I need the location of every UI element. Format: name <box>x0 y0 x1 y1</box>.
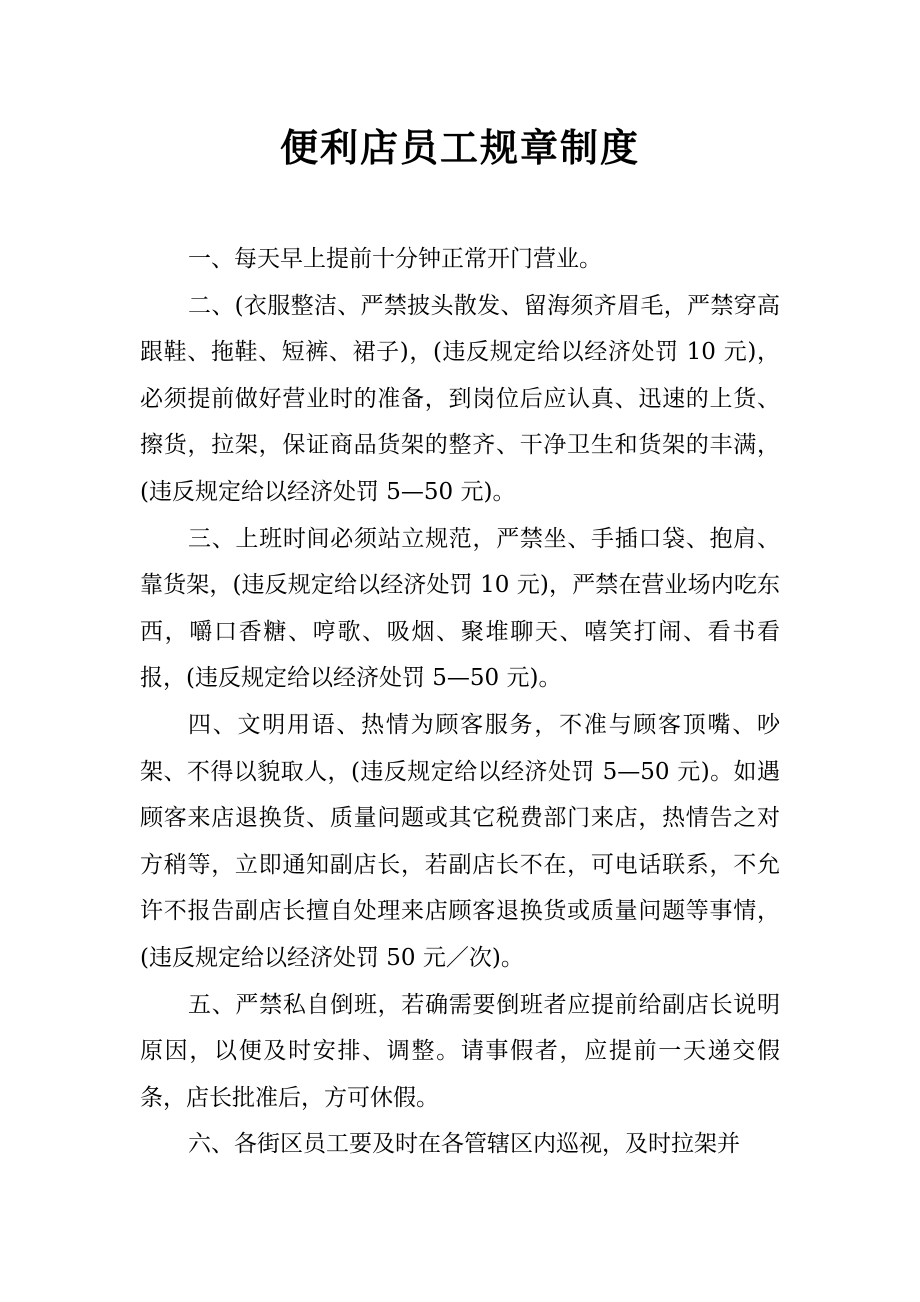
rule-paragraph-6: 六、各街区员工要及时在各管辖区内巡视，及时拉架并 <box>188 1131 740 1158</box>
rule-paragraph-4: 四、文明用语、热情为顾客服务，不准与顾客顶嘴、吵架、不得以貌取人，(违反规定给以经济处罚 5—50 元)。如遇顾客来店退换货、质量问题或其它税费部门来店，热情告之对方稍等，立即通知副店长，若副店长不在，可电话联系，不允许不报告副店长擅自处理来店顾客退换货或质量问题等事情，(违反规定给以经济处罚 50 元／次)。 <box>140 711 780 971</box>
rule-paragraph-1: 一、每天早上提前十分钟正常开门营业。 <box>188 246 602 272</box>
rule-paragraph-3: 三、上班时间必须站立规范，严禁坐、手插口袋、抱肩、靠货架，(违反规定给以经济处罚 10 元)，严禁在营业场内吃东西，嚼口香糖、哼歌、吸烟、聚堆聊天、嘻笑打闹、看书看报，(违反规定给以经济处罚 5—50 元)。 <box>140 525 780 692</box>
document-body <box>140 236 780 1168</box>
document-title: 便利店员工规章制度 <box>279 125 640 170</box>
rule-paragraph-2: 二、(衣服整洁、严禁披头散发、留海须齐眉毛，严禁穿高跟鞋、拖鞋、短裤、裙子)，(违反规定给以经济处罚 10 元)，必须提前做好营业时的准备，到岗位后应认真、迅速的上货、擦货，拉架，保证商品货架的整齐、干净卫生和货架的丰满，(违反规定给以经济处罚 5—50 元)。 <box>140 292 780 505</box>
rule-paragraph-5: 五、严禁私自倒班，若确需要倒班者应提前给副店长说明原因，以便及时安排、调整。请事假者，应提前一天递交假条，店长批准后，方可休假。 <box>140 991 780 1111</box>
